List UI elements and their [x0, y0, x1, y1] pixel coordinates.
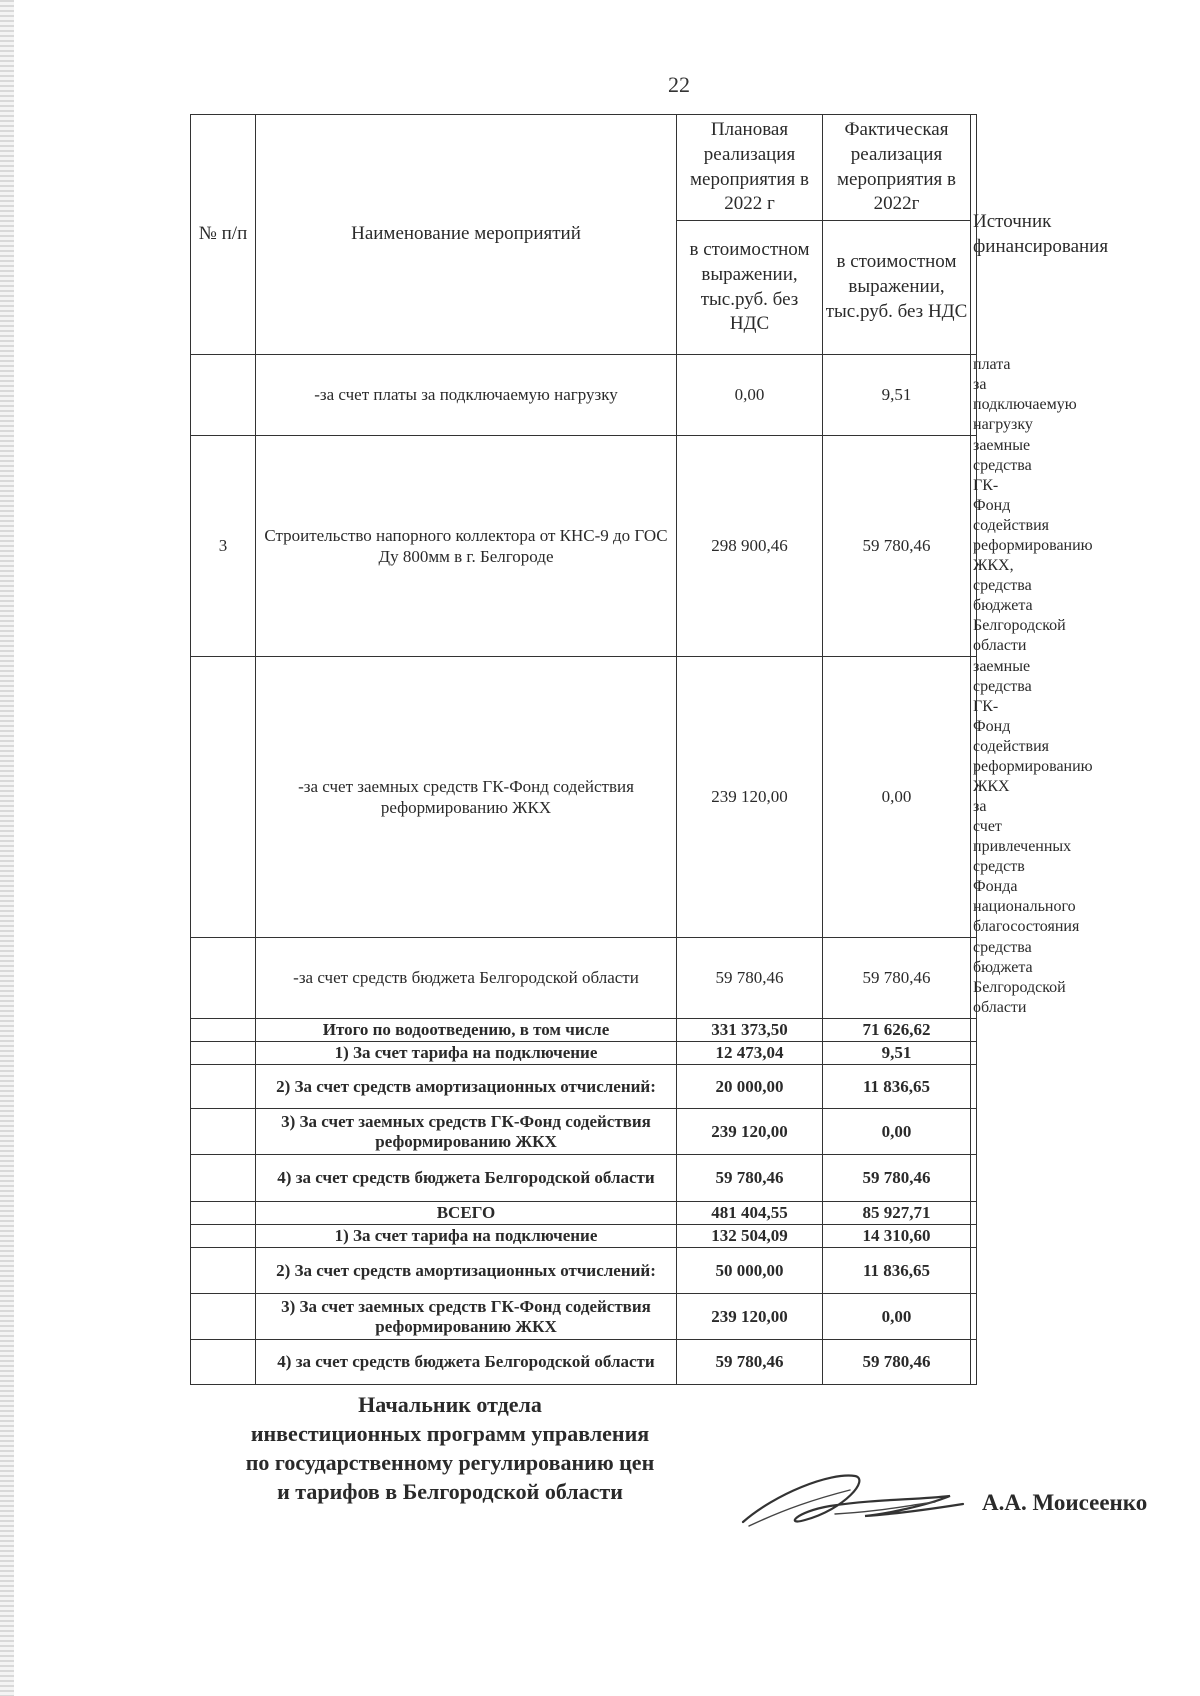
summary-row — [191, 1225, 977, 1248]
summary-planned: 59 780,46 — [677, 1155, 823, 1202]
row-source: плата за подключаемую нагрузку — [971, 355, 977, 436]
row-planned: 298 900,46 — [677, 436, 823, 657]
summary-source-empty — [971, 1109, 977, 1155]
summary-num-empty — [191, 1225, 256, 1248]
summary-row — [191, 1202, 977, 1225]
summary-actual: 0,00 — [823, 1294, 971, 1340]
summary-planned: 239 120,00 — [677, 1109, 823, 1155]
summary-source-empty — [971, 1019, 977, 1042]
summary-actual: 9,51 — [823, 1042, 971, 1065]
summary-actual: 0,00 — [823, 1109, 971, 1155]
handwritten-signature — [735, 1454, 985, 1544]
summary-row — [191, 1340, 977, 1385]
summary-name: 1) За счет тарифа на подключение — [256, 1042, 677, 1065]
summary-row — [191, 1109, 977, 1155]
summary-planned: 132 504,09 — [677, 1225, 823, 1248]
row-planned: 0,00 — [677, 355, 823, 436]
row-name: Строительство напорного коллектора от КНС-9 до ГОС Ду 800мм в г. Белгороде — [256, 436, 677, 657]
row-planned: 239 120,00 — [677, 657, 823, 938]
header-source: Источник финансирования — [971, 115, 977, 355]
investment-table — [190, 114, 1109, 1385]
summary-actual: 14 310,60 — [823, 1225, 971, 1248]
summary-source-empty — [971, 1225, 977, 1248]
summary-source-empty — [971, 1294, 977, 1340]
table-row — [191, 436, 977, 657]
summary-planned: 20 000,00 — [677, 1065, 823, 1109]
summary-source-empty — [971, 1202, 977, 1225]
summary-planned: 59 780,46 — [677, 1340, 823, 1385]
position-line: и тарифов в Белгородской области — [277, 1479, 623, 1505]
signatory-name: А.А. Моисеенко — [982, 1490, 1148, 1515]
summary-name: 4) за счет средств бюджета Белгородской области — [256, 1340, 677, 1385]
header-planned: Плановая реализация мероприятия в 2022 г — [677, 115, 823, 221]
position-line: по государственному регулированию цен — [245, 1450, 655, 1476]
summary-num-empty — [191, 1340, 256, 1385]
row-num — [191, 355, 256, 436]
summary-source-empty — [971, 1155, 977, 1202]
row-actual: 0,00 — [823, 657, 971, 938]
row-num — [191, 657, 256, 938]
row-name: -за счет платы за подключаемую нагрузку — [256, 355, 677, 436]
summary-name: 1) За счет тарифа на подключение — [256, 1225, 677, 1248]
header-num: № п/п — [191, 115, 256, 355]
row-source: заемные средства ГК-Фонд содействия реформированию ЖКХ, средства бюджета Белгородской области — [971, 436, 977, 657]
row-actual: 59 780,46 — [823, 938, 971, 1019]
row-name: -за счет средств бюджета Белгородской области — [256, 938, 677, 1019]
row-source: заемные средства ГК-Фонд содействия реформированию ЖКХ за счет привлеченных средств Фонда национального благосостояния — [971, 657, 977, 938]
row-name: -за счет заемных средств ГК-Фонд содействия реформированию ЖКХ — [256, 657, 677, 938]
summary-name: 2) За счет средств амортизационных отчислений: — [256, 1065, 677, 1109]
summary-row — [191, 1019, 977, 1042]
summary-source-empty — [971, 1248, 977, 1294]
summary-name: 2) За счет средств амортизационных отчислений: — [256, 1248, 677, 1294]
row-num: 3 — [191, 436, 256, 657]
header-name: Наименование мероприятий — [256, 115, 677, 355]
signature-block — [190, 1390, 710, 1506]
table-row — [191, 938, 977, 1019]
summary-num-empty — [191, 1042, 256, 1065]
page-number: 22 — [668, 72, 690, 97]
scan-edge — [0, 0, 14, 1696]
summary-planned: 12 473,04 — [677, 1042, 823, 1065]
summary-planned: 50 000,00 — [677, 1248, 823, 1294]
summary-name: ВСЕГО — [256, 1202, 677, 1225]
summary-row — [191, 1065, 977, 1109]
summary-num-empty — [191, 1155, 256, 1202]
summary-num-empty — [191, 1202, 256, 1225]
summary-row — [191, 1042, 977, 1065]
summary-num-empty — [191, 1248, 256, 1294]
summary-row — [191, 1294, 977, 1340]
summary-source-empty — [971, 1065, 977, 1109]
position-line: Начальник отдела — [358, 1392, 542, 1417]
table-row — [191, 355, 977, 436]
summary-actual: 59 780,46 — [823, 1340, 971, 1385]
summary-actual: 11 836,65 — [823, 1065, 971, 1109]
summary-actual: 11 836,65 — [823, 1248, 971, 1294]
summary-actual: 59 780,46 — [823, 1155, 971, 1202]
summary-name: 3) За счет заемных средств ГК-Фонд содействия реформированию ЖКХ — [256, 1109, 677, 1155]
summary-planned: 481 404,55 — [677, 1202, 823, 1225]
summary-source-empty — [971, 1340, 977, 1385]
summary-row — [191, 1155, 977, 1202]
row-planned: 59 780,46 — [677, 938, 823, 1019]
row-actual: 59 780,46 — [823, 436, 971, 657]
row-num — [191, 938, 256, 1019]
summary-num-empty — [191, 1294, 256, 1340]
header-actual: Фактическая реализация мероприятия в 2022г — [823, 115, 971, 221]
summary-row — [191, 1248, 977, 1294]
summary-planned: 331 373,50 — [677, 1019, 823, 1042]
position-line: инвестиционных программ управления — [250, 1421, 650, 1447]
summary-name: 4) за счет средств бюджета Белгородской области — [256, 1155, 677, 1202]
summary-planned: 239 120,00 — [677, 1294, 823, 1340]
header-actual-unit: в стоимостном выражении, тыс.руб. без НДС — [823, 221, 971, 355]
summary-num-empty — [191, 1019, 256, 1042]
summary-name: Итого по водоотведению, в том числе — [256, 1019, 677, 1042]
summary-actual: 85 927,71 — [823, 1202, 971, 1225]
summary-name: 3) За счет заемных средств ГК-Фонд содействия реформированию ЖКХ — [256, 1294, 677, 1340]
table-row — [191, 657, 977, 938]
row-source: средства бюджета Белгородской области — [971, 938, 977, 1019]
row-actual: 9,51 — [823, 355, 971, 436]
summary-num-empty — [191, 1109, 256, 1155]
summary-num-empty — [191, 1065, 256, 1109]
summary-source-empty — [971, 1042, 977, 1065]
header-planned-unit: в стоимостном выражении, тыс.руб. без НДС — [677, 221, 823, 355]
summary-actual: 71 626,62 — [823, 1019, 971, 1042]
